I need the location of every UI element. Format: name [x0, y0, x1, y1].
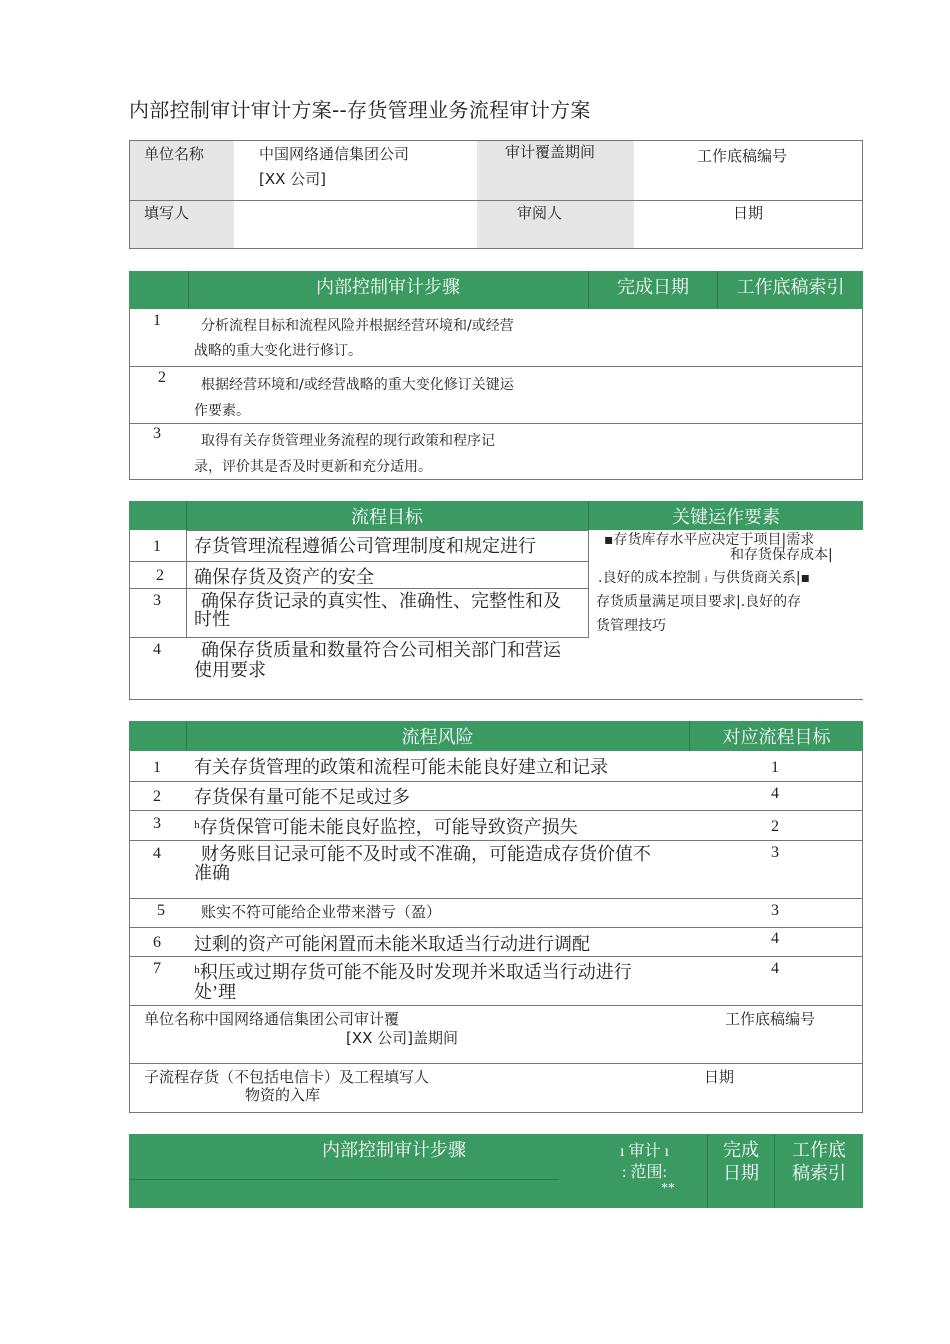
unit-name-label: 单位名称: [144, 145, 205, 163]
risk-number: 2: [153, 788, 161, 805]
col-audit-scope-cont: : 范围:: [622, 1164, 667, 1181]
objective-text: 存货管理流程遵循公司管理制度和规定进行: [194, 536, 536, 556]
risk-objective: 2: [771, 818, 779, 835]
risk-text: 过剩的资产可能闲置而未能米取适当行动进行调配: [194, 934, 590, 954]
unit-name-line: 单位名称中国网络通信集团公司审计覆: [144, 1010, 400, 1028]
risk-objective: 3: [771, 844, 779, 861]
key-element-line: 存货质量满足项目要求|.良好的存: [596, 594, 802, 610]
audit-period-label: 审计覆盖期间: [505, 143, 596, 161]
date-label: 日期: [704, 1068, 735, 1086]
risk-text: 有关存货管理的政策和流程可能未能良好建立和记录: [194, 757, 608, 777]
risk-number: 7: [153, 960, 161, 977]
subprocess-line: 物资的入库: [245, 1086, 321, 1104]
step-text-cont: 战略的重大变化进行修订。: [194, 343, 362, 359]
key-element-line: 和存货保存成本|: [730, 547, 833, 563]
step-text: 取得有关存货管理业务流程的现行政策和程序记: [201, 433, 495, 449]
objective-number: 4: [153, 641, 161, 658]
unit-name-sub: [XX 公司]: [259, 170, 327, 188]
objective-text: 确保存货记录的真实性、准确性、完整性和及: [201, 591, 561, 611]
workpaper-no-label: 工作底稿编号: [697, 147, 788, 165]
risk-number: 4: [153, 845, 161, 862]
date-label: 日期: [733, 204, 764, 222]
objective-text-cont: 使用要求: [194, 660, 266, 680]
workpaper-no-label: 工作底稿编号: [725, 1010, 816, 1028]
key-element-line: ▪存货库存水平应决定于项目|需求: [604, 532, 815, 548]
reviewer-label: 审阅人: [517, 204, 563, 222]
col-audit-step: 内部控制审计步骤: [322, 1140, 466, 1160]
col-process-objective: 流程目标: [351, 507, 423, 527]
step-text: 根据经营环境和/或经营战略的重大变化修订关键运: [201, 377, 514, 393]
step-number: 1: [153, 312, 161, 329]
objective-text: 确保存货质量和数量符合公司相关部门和营运: [201, 640, 561, 660]
risk-objective: 1: [771, 759, 779, 776]
subprocess-line: 子流程存货（不包括电信卡）及工程填写人: [144, 1068, 430, 1086]
col-audit-step: 内部控制审计步骤: [316, 277, 460, 297]
col-workpaper-index: 工作底: [792, 1140, 846, 1160]
risk-number: 1: [153, 759, 161, 776]
objective-number: 3: [153, 592, 161, 609]
col-audit-scope-mark: **: [661, 1181, 675, 1196]
objective-number: 1: [153, 538, 161, 555]
step-text: 分析流程目标和流程风险并根据经营环境和/或经营: [201, 318, 514, 334]
col-workpaper-index: 工作底稿索引: [736, 277, 845, 297]
step-text-cont: 录，评价其是否及时更新和充分适用。: [194, 459, 432, 475]
risk-objective: 3: [771, 902, 779, 919]
page-title: 内部控制审计审计方案--存货管理业务流程审计方案: [129, 98, 591, 122]
risk-number: 3: [153, 815, 161, 832]
risk-number: 5: [157, 902, 165, 919]
col-key-elements: 关键运作要素: [672, 507, 780, 527]
col-completion-date: 完成日期: [617, 277, 689, 297]
step-number: 2: [158, 369, 166, 386]
objective-text-cont: 时性: [194, 609, 230, 629]
risk-text-cont: 处’理: [194, 982, 236, 1002]
key-element-line: .良好的成本控制 ᵢ 与供货商关系|▪: [598, 570, 811, 586]
risk-objective: 4: [771, 785, 779, 802]
unit-name-value: 中国网络通信集团公司: [259, 145, 410, 163]
risk-text: 存货保有量可能不足或过多: [194, 787, 410, 807]
filler-label: 填写人: [144, 204, 190, 222]
risk-number: 6: [153, 934, 161, 951]
col-audit-scope: ı 审计 ı: [620, 1143, 669, 1160]
step-number: 3: [153, 425, 161, 442]
step-text-cont: 作要素。: [194, 403, 250, 419]
risk-text: 财务账目记录可能不及时或不准确，可能造成存货价值不: [201, 844, 651, 864]
col-completion-date-cont: 日期: [723, 1163, 759, 1183]
risk-objective: 4: [771, 960, 779, 977]
col-completion-date: 完成: [723, 1140, 759, 1160]
risk-text: ʰ存货保管可能未能良好监控，可能导致资产损失: [194, 817, 578, 837]
objective-text: 确保存货及资产的安全: [194, 567, 374, 587]
risk-text-cont: 准确: [194, 863, 230, 883]
risk-objective: 4: [771, 930, 779, 947]
col-related-objective: 对应流程目标: [722, 727, 831, 747]
col-workpaper-index-cont: 稿索引: [792, 1163, 846, 1183]
objective-number: 2: [156, 567, 164, 584]
risk-text: ʰ积压或过期存货可能不能及时发现并米取适当行动进行: [194, 962, 632, 982]
col-process-risk: 流程风险: [401, 727, 474, 747]
key-element-line: 货管理技巧: [596, 618, 666, 634]
risk-text: 账实不符可能给企业带来潜亏（盈）: [201, 903, 442, 921]
unit-name-line: [XX 公司]盖期间: [346, 1029, 459, 1047]
